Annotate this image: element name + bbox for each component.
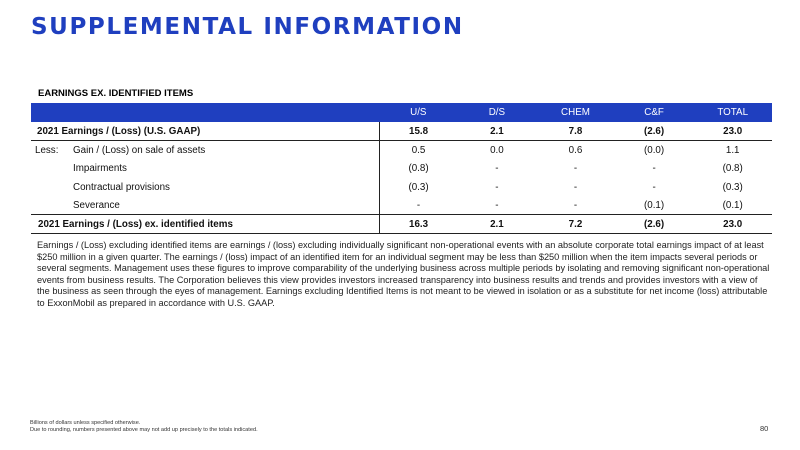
cell-total: (0.1): [722, 199, 743, 211]
page-number: 80: [760, 424, 769, 433]
footnote-units: Billions of dollars unless specified otherwise.: [30, 420, 141, 426]
cell-cf: (2.6): [615, 122, 694, 141]
row-label: 2021 Earnings / (Loss) (U.S. GAAP): [31, 122, 379, 141]
cell-cf: (0.1): [644, 199, 665, 211]
cell-ds: 2.1: [458, 215, 537, 234]
column-header-total: TOTAL: [717, 107, 749, 118]
cell-chem: 7.2: [536, 215, 615, 234]
cell-ds: -: [495, 162, 499, 174]
cell-chem: 7.8: [536, 122, 615, 141]
less-label: Less:: [35, 144, 59, 156]
row-label: 2021 Earnings / (Loss) ex. identified items: [31, 215, 379, 234]
table-row-severance: [31, 196, 772, 215]
section-label: EARNINGS EX. IDENTIFIED ITEMS: [38, 88, 194, 99]
cell-us: 0.5: [379, 141, 458, 160]
cell-ds: 2.1: [458, 122, 537, 141]
table-row-impairments: [31, 159, 772, 178]
page-title: SUPPLEMENTAL INFORMATION: [31, 14, 464, 40]
cell-chem: -: [573, 181, 578, 193]
cell-us: 15.8: [379, 122, 458, 141]
earnings-table: [31, 103, 772, 234]
cell-us: (0.3): [379, 178, 458, 197]
cell-total: (0.3): [722, 181, 743, 193]
table-header-row: [31, 103, 772, 122]
cell-chem: -: [573, 162, 578, 174]
row-label: Contractual provisions: [73, 181, 170, 193]
header-blank: [31, 103, 379, 122]
table-row-ex-identified-items: [31, 215, 772, 234]
table-row-gaap-earnings: [31, 122, 772, 141]
cell-chem: 0.6: [568, 144, 583, 156]
column-header-cf: C&F: [644, 107, 664, 118]
cell-ds: -: [495, 199, 499, 211]
column-header-us: U/S: [410, 107, 427, 118]
earnings-table-container: [31, 103, 772, 234]
cell-cf: -: [652, 162, 656, 174]
cell-total: 1.1: [725, 144, 740, 156]
row-label: Severance: [73, 199, 120, 211]
cell-total: 23.0: [693, 215, 772, 234]
cell-total: 23.0: [693, 122, 772, 141]
cell-cf: (2.6): [615, 215, 694, 234]
row-label: Impairments: [73, 162, 127, 174]
cell-cf: (0.0): [644, 144, 665, 156]
cell-us: 16.3: [379, 215, 458, 234]
cell-chem: -: [573, 199, 578, 211]
column-header-ds: D/S: [488, 107, 506, 118]
column-header-chem: CHEM: [561, 107, 590, 118]
cell-us: -: [379, 196, 458, 215]
cell-us: (0.8): [379, 159, 458, 178]
cell-ds: 0.0: [490, 144, 504, 156]
description-paragraph: Earnings / (Loss) excluding identified items are earnings / (loss) excluding individually significant non-operational events with an absolute corporate total earnings impact of at least $250 million in a given quarter. The earnings / (loss) impact of an identified item for an individual segment may be less than $250 million when the item impacts several periods or several segments. Management uses these figures to improve comparability of the underlying business across multiple periods by isolating and removing significant non-operational events from business results. The Corporation believes this view provides investors increased transparency into business results and trends and provides investors with a view of the business as seen through the eyes of management. Earnings excluding Identified Items is not meant to be viewed in isolation or as a substitute for net income (loss) attributable to ExxonMobil as prepared in accordance with U.S. GAAP.: [37, 240, 770, 308]
row-label: Gain / (Loss) on sale of assets: [73, 144, 206, 156]
footnotes: [30, 420, 258, 434]
row-label-cell: [31, 141, 379, 160]
cell-cf: -: [652, 181, 656, 193]
cell-ds: -: [495, 181, 499, 193]
footnote-rounding: Due to rounding, numbers presented above may not add up precisely to the totals indicated.: [30, 427, 258, 433]
cell-total: (0.8): [722, 162, 743, 174]
table-row-contractual-provisions: [31, 178, 772, 197]
table-row-gain-loss: [31, 141, 772, 160]
